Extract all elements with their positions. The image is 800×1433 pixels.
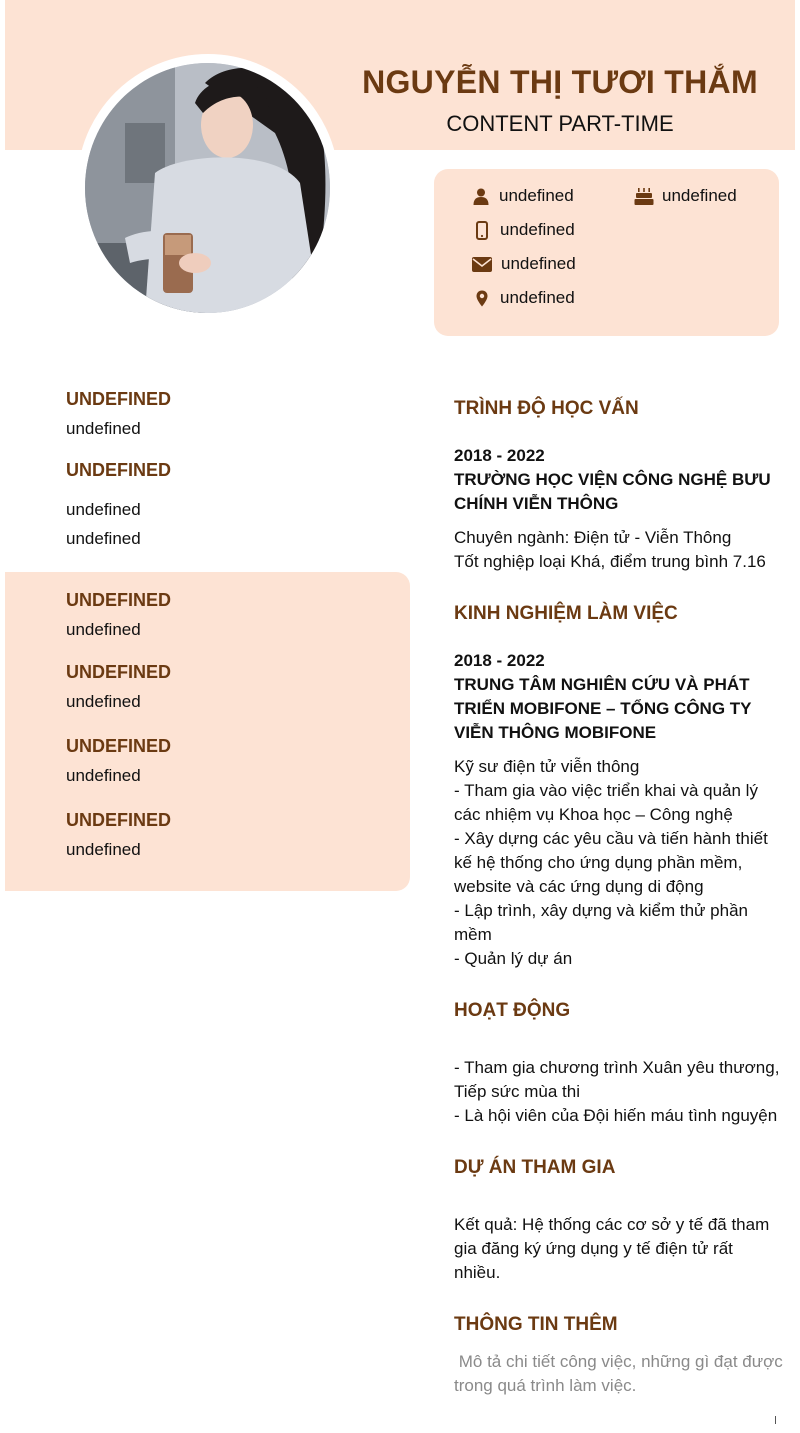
experience-line: - Xây dựng các yêu cầu và tiến hành thiết kế hệ thống cho ứng dụng phần mềm, website và các ứng dụng di động (454, 829, 768, 896)
projects-title: DỰ ÁN THAM GIA (454, 1157, 616, 1178)
activities-title: HOẠT ĐỘNG (454, 1000, 571, 1021)
extra-info-title: THÔNG TIN THÊM (454, 1314, 618, 1335)
contact-birthday-row (634, 186, 737, 206)
extra-info-placeholder[interactable]: Mô tả chi tiết công việc, những gì đạt được trong quá trình làm việc. (454, 1352, 788, 1395)
education-title: TRÌNH ĐỘ HỌC VẤN (454, 398, 639, 419)
experience-line: - Lập trình, xây dựng và kiểm thử phần mềm (454, 901, 748, 944)
left-section-value: undefined (66, 419, 141, 438)
envelope-icon (471, 254, 493, 274)
left-section-value: undefined (66, 840, 141, 859)
user-icon (471, 186, 491, 206)
projects-line: Kết quả: Hệ thống các cơ sở y tế đã tham gia đăng ký ứng dụng y tế điện tử rất nhiều. (454, 1215, 770, 1282)
contact-email-row (471, 254, 576, 274)
experience-line: - Quản lý dự án (454, 949, 573, 968)
contact-address-row (472, 288, 575, 308)
text-cursor (775, 1416, 776, 1424)
experience-period: 2018 - 2022 (454, 651, 545, 670)
left-section-title: UNDEFINED (66, 460, 172, 480)
experience-title: KINH NGHIỆM LÀM VIỆC (454, 603, 678, 624)
candidate-role: CONTENT PART-TIME (446, 111, 674, 136)
experience-company: TRUNG TÂM NGHIÊN CỨU VÀ PHÁT TRIỂN MOBIFONE – TỔNG CÔNG TY VIỄN THÔNG MOBIFONE (454, 675, 752, 742)
mobile-phone-icon (472, 220, 492, 240)
education-line: Tốt nghiệp loại Khá, điểm trung bình 7.16 (454, 552, 766, 571)
contact-email: undefined (501, 254, 576, 273)
left-section-value: undefined (66, 500, 141, 519)
contact-birthday: undefined (662, 186, 737, 205)
contact-name: undefined (499, 186, 574, 205)
birthday-cake-icon (634, 186, 654, 206)
contact-name-row (471, 186, 574, 206)
contact-address: undefined (500, 288, 575, 307)
education-line: Chuyên ngành: Điện tử - Viễn Thông (454, 528, 732, 547)
contact-phone: undefined (500, 220, 575, 239)
activities-line: - Là hội viên của Đội hiến máu tình nguyện (454, 1106, 778, 1125)
map-pin-icon (472, 288, 492, 308)
left-section-title: UNDEFINED (66, 736, 172, 756)
left-section-title: UNDEFINED (66, 662, 172, 682)
left-section-title: UNDEFINED (66, 389, 172, 409)
experience-line: - Tham gia vào việc triển khai và quản lý các nhiệm vụ Khoa học – Công nghệ (454, 781, 758, 824)
experience-line: Kỹ sư điện tử viễn thông (454, 757, 640, 776)
left-section-value: undefined (66, 529, 141, 548)
left-section-title: UNDEFINED (66, 810, 172, 830)
education-school: TRƯỜNG HỌC VIỆN CÔNG NGHỆ BƯU CHÍNH VIỄN THÔNG (454, 470, 771, 513)
activities-line: - Tham gia chương trình Xuân yêu thương, Tiếp sức mùa thi (454, 1058, 780, 1101)
left-section-value: undefined (66, 692, 141, 711)
contact-phone-row (472, 220, 575, 240)
education-period: 2018 - 2022 (454, 446, 545, 465)
left-section-value: undefined (66, 766, 141, 785)
candidate-name: NGUYỄN THỊ TƯƠI THẮM (362, 64, 758, 100)
left-section-value: undefined (66, 620, 141, 639)
left-section-title: UNDEFINED (66, 590, 172, 610)
avatar (85, 63, 330, 313)
